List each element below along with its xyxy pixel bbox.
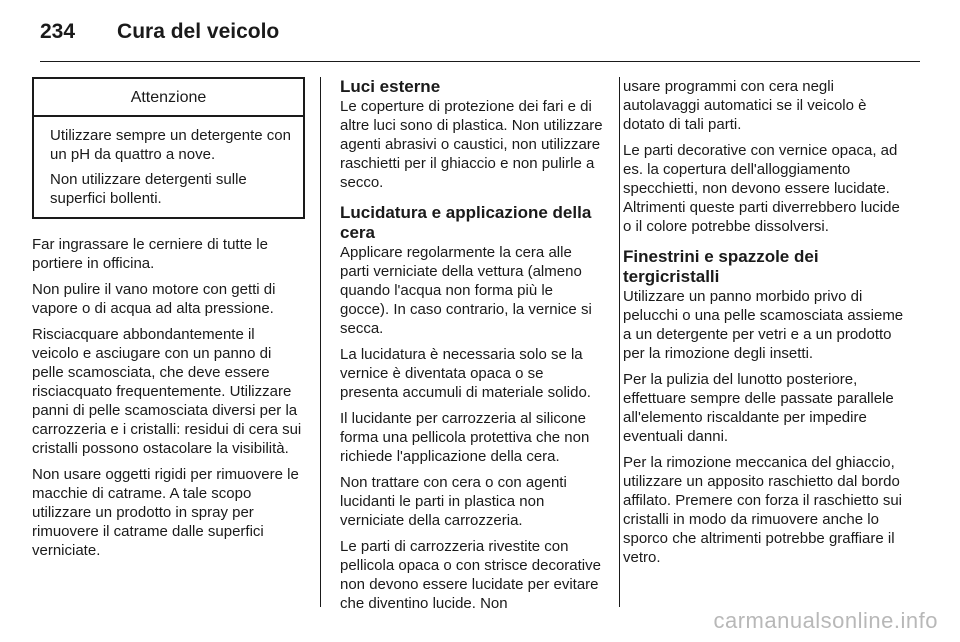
watermark: carmanualsonline.info <box>713 608 938 633</box>
body-paragraph: usare programmi con cera negli autolavaggi automatici se il veicolo è dotato di tali parti. <box>623 78 867 133</box>
column-2 <box>340 77 605 620</box>
column-3 <box>623 77 909 574</box>
warning-paragraph: Non utilizzare detergenti sulle superfici bollenti. <box>50 171 247 207</box>
body-paragraph: Utilizzare un panno morbido privo di pelucchi o una pelle scamosciata assieme a un detergente per vetri e a un prodotto per la rimozione degli insetti. <box>623 288 904 362</box>
heading-windows-wipers: Finestrini e spazzole dei tergicristalli <box>623 247 819 286</box>
body-paragraph: Il lucidante per carrozzeria al silicone forma una pellicola protettiva che non richiede l'applicazione della cera. <box>340 410 590 465</box>
body-paragraph: Far ingrassare le cerniere di tutte le portiere in officina. <box>32 236 268 272</box>
warning-body <box>34 117 303 217</box>
page-number: 234 <box>40 20 76 43</box>
column-1 <box>32 77 305 567</box>
heading-exterior-lights: Luci esterne <box>340 77 441 96</box>
body-paragraph: Per la rimozione meccanica del ghiaccio, utilizzare un apposito raschietto dal bordo affilato. Premere con forza il raschietto sui cristalli in modo da rimuovere anche lo sporco che altrimenti potrebbe graffiare il vetro. <box>623 454 903 566</box>
body-paragraph: Le parti decorative con vernice opaca, ad es. la copertura dell'alloggiamento specchietti, non devono essere lucidate. Altrimenti queste parti diverrebbero lucide o il colore potrebbe dissolversi. <box>623 142 900 235</box>
warning-box <box>32 77 305 219</box>
page-header <box>40 20 279 50</box>
warning-paragraph: Utilizzare sempre un detergente con un pH da quattro a nove. <box>50 127 291 163</box>
heading-polishing-waxing: Lucidatura e applicazione della cera <box>340 203 592 242</box>
body-paragraph: Applicare regolarmente la cera alle parti verniciate della vettura (almeno quando l'acqua non forma più le gocce). In caso contrario, la vernice si secca. <box>340 244 592 337</box>
body-paragraph: La lucidatura è necessaria solo se la vernice è diventata opaca o se presenta accumuli di materiale solido. <box>340 346 591 401</box>
column-divider-2 <box>619 77 620 607</box>
column-divider-1 <box>320 77 321 607</box>
body-paragraph: Non pulire il vano motore con getti di vapore o di acqua ad alta pressione. <box>32 281 276 317</box>
header-rule <box>40 61 920 62</box>
warning-title: Attenzione <box>34 79 303 117</box>
body-paragraph: Non usare oggetti rigidi per rimuovere le macchie di catrame. A tale scopo utilizzare un prodotto in spray per rimuovere il catrame dalle superfici verniciate. <box>32 466 299 559</box>
body-paragraph: Risciacquare abbondantemente il veicolo e asciugare con un panno di pelle scamosciata, che deve essere risciacquato frequentemente. Utilizzare panni di pelle scamosciata diversi per la carrozzeria e i cristalli: residui di cera sui cristalli possono ostacolare la visibilità. <box>32 326 302 457</box>
body-paragraph: Le coperture di protezione dei fari e di altre luci sono di plastica. Non utilizzare agenti abrasivi o caustici, non utilizzare raschietti per il ghiaccio e non pulirle a secco. <box>340 98 603 191</box>
body-paragraph: Le parti di carrozzeria rivestite con pellicola opaca o con strisce decorative non devono essere lucidate per evitare che diventino lucide. Non <box>340 538 601 612</box>
body-paragraph: Non trattare con cera o con agenti lucidanti le parti in plastica non verniciate della carrozzeria. <box>340 474 567 529</box>
body-paragraph: Per la pulizia del lunotto posteriore, effettuare sempre delle passate parallele all'elemento riscaldante per impedire eventuali danni. <box>623 371 894 445</box>
section-title: Cura del veicolo <box>117 20 280 43</box>
